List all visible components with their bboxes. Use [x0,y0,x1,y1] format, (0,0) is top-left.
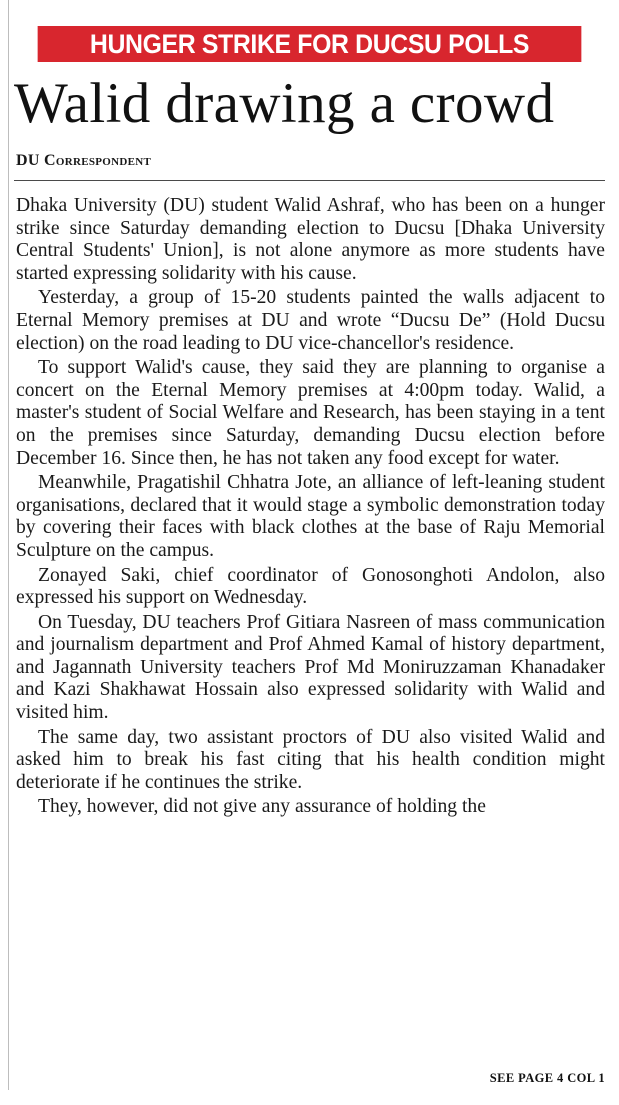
byline: DU Correspondent [16,152,152,169]
article-paragraph: The same day, two assistant proctors of DU also visited Walid and asked him to break his fast citing that his health condition might deteriorate if he continues the strike. [16,726,605,793]
kicker-banner: HUNGER STRIKE FOR DUCSU POLLS [38,26,582,62]
article-paragraph: Meanwhile, Pragatishil Chhatra Jote, an alliance of left-leaning student organisations, declared that it would stage a symbolic demonstration today by covering their faces with black clothes at the base of Raju Memorial Sculpture on the campus. [16,472,605,561]
article-paragraph: Yesterday, a group of 15-20 students painted the walls adjacent to Eternal Memory premises at DU and wrote “Ducsu De” (Hold Ducsu election) on the road leading to DU vice-chancellor's residence. [16,287,605,354]
article-paragraph: To support Walid's cause, they said they are planning to organise a concert on the Eternal Memory premises at 4:00pm today. Walid, a master's student of Social Welfare and Research, has been staying in a tent on the premises since Saturday, demanding Ducsu election before December 16. Since then, he has not taken any food except for water. [16,357,605,469]
article-paragraph: On Tuesday, DU teachers Prof Gitiara Nasreen of mass communication and journalism department and Prof Ahmed Kamal of history department, and Jagannath University teachers Prof Md Moniruzzaman Khanadaker and Kazi Shakhawat Hossain also expressed solidarity with Walid and visited him. [16,611,605,724]
byline-divider [14,180,605,181]
headline: Walid drawing a crowd [14,72,555,135]
continuation-jump-line: SEE PAGE 4 COL 1 [489,1071,605,1085]
article-paragraph: Dhaka University (DU) student Walid Ashraf, who has been on a hunger strike since Saturday demanding election to Ducsu [Dhaka University Central Students' Union], is not alone anymore as more students have started expressing solidarity with his cause. [16,195,605,284]
article-body [16,195,605,821]
column-rule [8,0,9,1090]
article-paragraph: Zonayed Saki, chief coordinator of Gonosonghoti Andolon, also expressed his support on Wednesday. [16,564,605,609]
article-paragraph: They, however, did not give any assurance of holding the [38,796,486,818]
